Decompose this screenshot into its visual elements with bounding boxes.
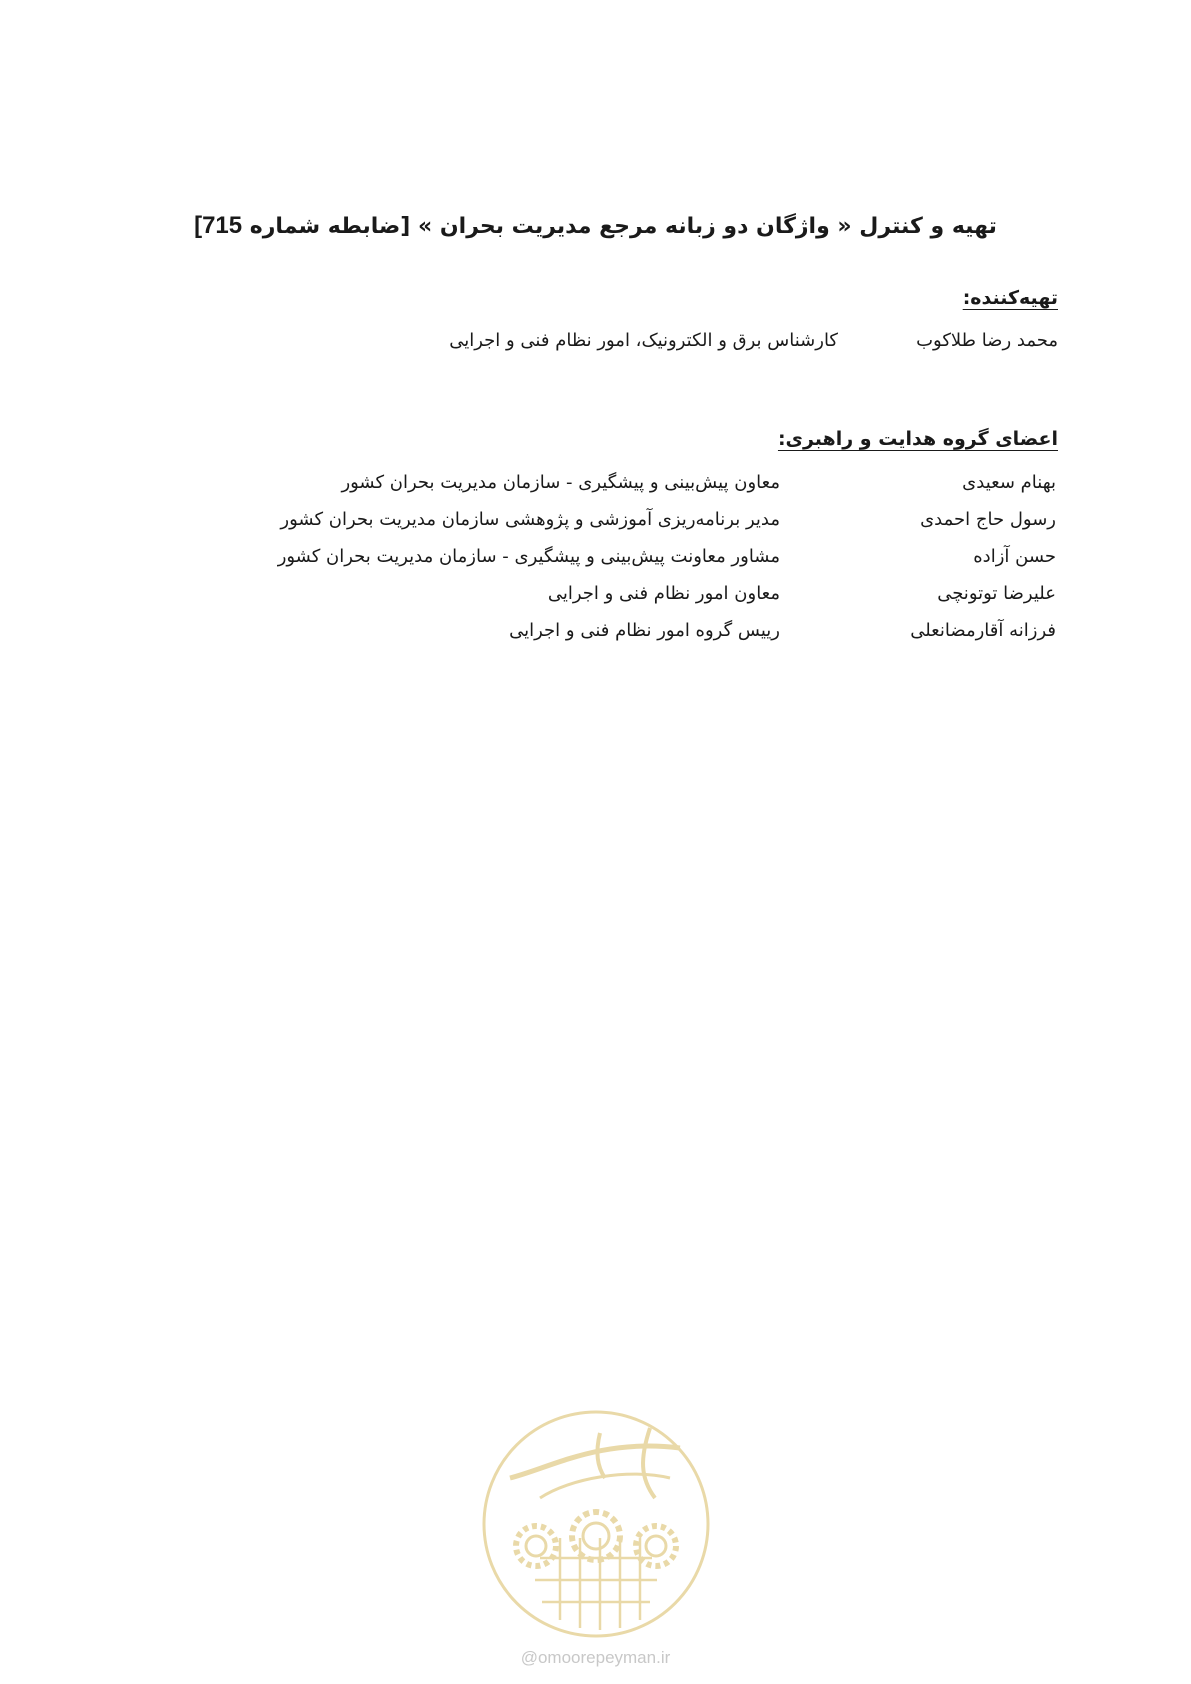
preparer-name: محمد رضا طلاکوب (916, 330, 1058, 351)
member-row (256, 509, 1056, 541)
member-row (256, 583, 1056, 615)
member-role: مشاور معاونت پیش‌بینی و پیشگیری - سازمان مدیریت بحران کشور (277, 546, 780, 567)
member-name: علیرضا توتونچی (937, 583, 1056, 604)
watermark-logo (480, 1408, 712, 1640)
member-role: معاون پیش‌بینی و پیشگیری - سازمان مدیریت بحران کشور (341, 472, 780, 493)
member-name: رسول حاج احمدی (920, 509, 1056, 530)
logo-emblem-icon (480, 1408, 712, 1640)
title-number: 715 (202, 212, 243, 239)
member-row (256, 546, 1056, 578)
member-row (256, 620, 1056, 652)
member-name: فرزانه آقارمضانعلی (910, 620, 1056, 641)
watermark-site: @omoorepeyman.ir (520, 1648, 671, 1667)
steering-heading: اعضای گروه هدایت و راهبری: (777, 428, 1058, 450)
member-name: بهنام سعیدی (962, 472, 1056, 493)
document-title (0, 212, 1191, 240)
member-row (256, 472, 1056, 504)
preparer-row (338, 330, 1058, 362)
title-text: تهیه و کنترل « واژگان دو زبانه مرجع مدیریت بحران » [ضابطه شماره (249, 214, 997, 239)
member-name: حسن آزاده (973, 546, 1056, 567)
member-role: رییس گروه امور نظام فنی و اجرایی (509, 620, 780, 641)
title-close-bracket: ] (194, 212, 203, 239)
preparer-role: کارشناس برق و الکترونیک، امور نظام فنی و اجرایی (449, 330, 838, 351)
preparer-heading: تهیه‌کننده: (962, 287, 1058, 309)
member-role: معاون امور نظام فنی و اجرایی (547, 583, 780, 604)
member-role: مدیر برنامه‌ریزی آموزشی و پژوهشی سازمان مدیریت بحران کشور (280, 509, 780, 530)
